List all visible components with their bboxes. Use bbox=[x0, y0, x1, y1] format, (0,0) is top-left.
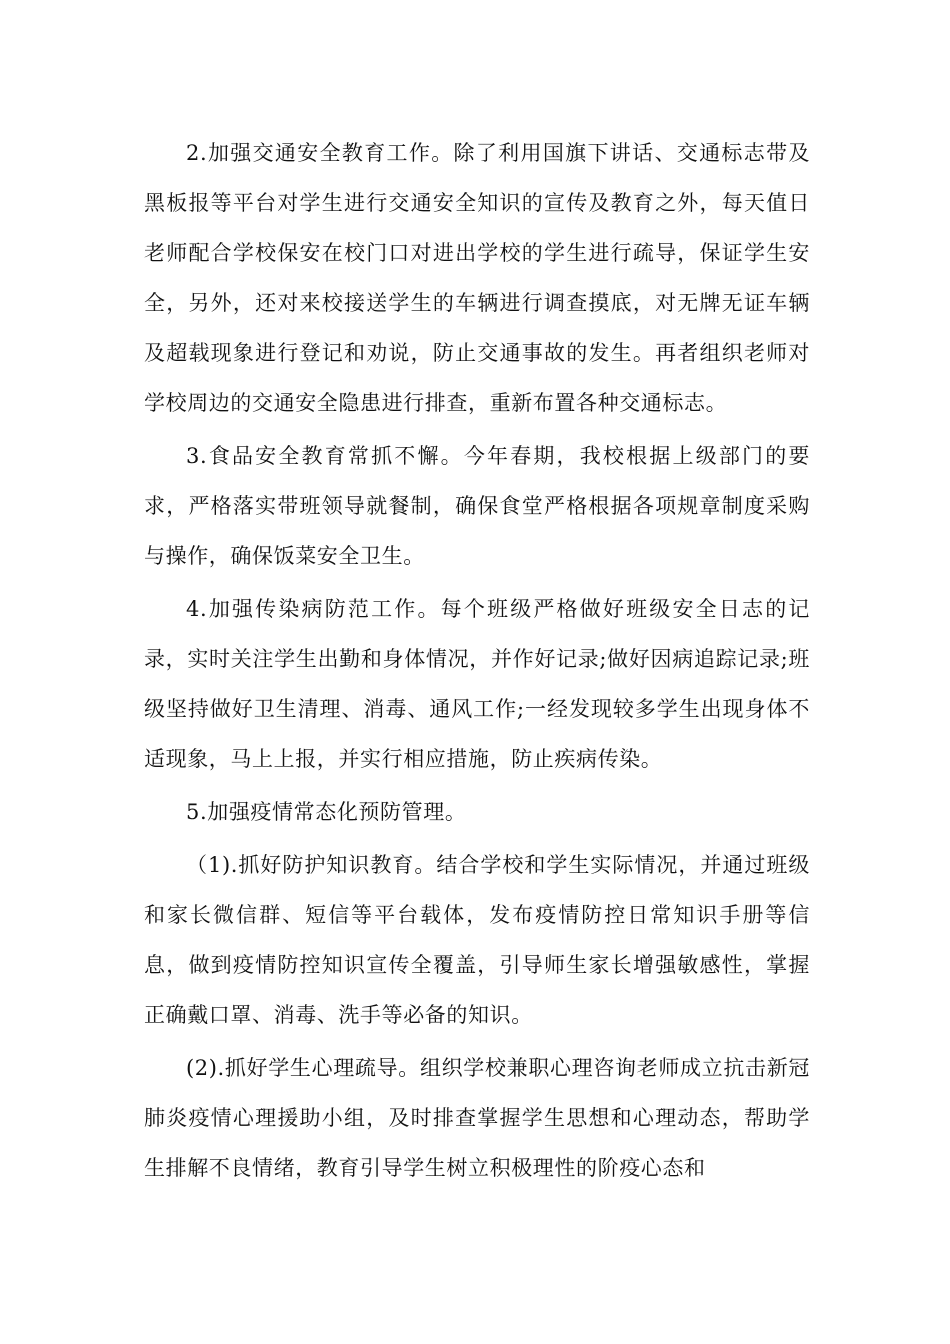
document-page bbox=[144, 128, 810, 1196]
paragraph-infectious-disease: 4.加强传染病防范工作。每个班级严格做好班级安全日志的记录，实时关注学生出勤和身体情况，并作好记录;做好因病追踪记录;班级坚持做好卫生清理、消毒、通风工作;一经发现较多学生出现身体不适现象，马上上报，并实行相应措施，防止疾病传染。 bbox=[144, 597, 810, 771]
paragraph-psychological-guidance: (2).抓好学生心理疏导。组织学校兼职心理咨询老师成立抗击新冠肺炎疫情心理援助小组，及时排查掌握学生思想和心理动态，帮助学生排解不良情绪，教育引导学生树立积极理性的阶疫心态和 bbox=[144, 1056, 810, 1180]
paragraph-protection-education: （1).抓好防护知识教育。结合学校和学生实际情况，并通过班级和家长微信群、短信等平台载体，发布疫情防控日常知识手册等信息，做到疫情防控知识宣传全覆盖，引导师生家长增强敏感性，掌握正确戴口罩、消毒、洗手等必备的知识。 bbox=[144, 853, 810, 1027]
paragraph-traffic-safety: 2.加强交通安全教育工作。除了利用国旗下讲话、交通标志带及黑板报等平台对学生进行交通安全知识的宣传及教育之外，每天值日老师配合学校保安在校门口对进出学校的学生进行疏导，保证学生安全，另外，还对来校接送学生的车辆进行调查摸底，对无牌无证车辆及超载现象进行登记和劝说，防止交通事故的发生。再者组织老师对学校周边的交通安全隐患进行排查，重新布置各种交通标志。 bbox=[144, 141, 810, 415]
paragraph-food-safety: 3.食品安全教育常抓不懈。今年春期，我校根据上级部门的要求，严格落实带班领导就餐制，确保食堂严格根据各项规章制度采购与操作，确保饭菜安全卫生。 bbox=[144, 444, 810, 568]
paragraph-epidemic-management: 5.加强疫情常态化预防管理。 bbox=[186, 800, 467, 824]
